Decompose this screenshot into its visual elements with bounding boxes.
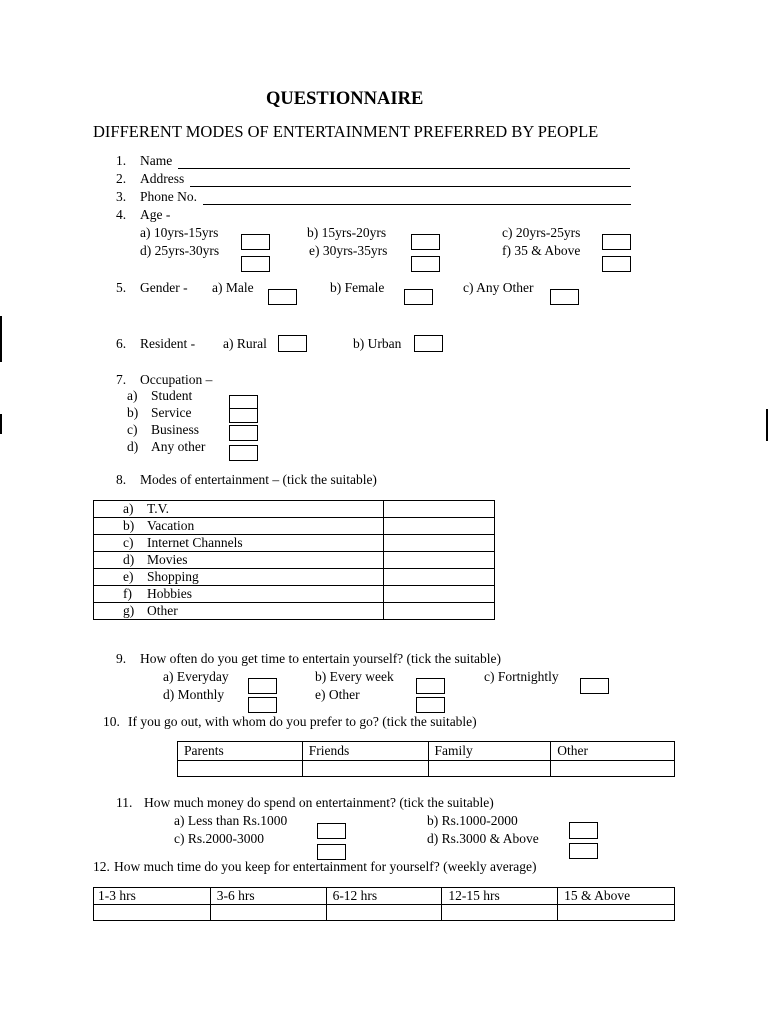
mode-letter: a) bbox=[123, 501, 134, 517]
company-tick-family[interactable] bbox=[428, 761, 551, 777]
age-option-f: f) 35 & Above bbox=[502, 243, 581, 258]
frequency-checkbox-everyday[interactable] bbox=[248, 678, 277, 694]
mode-label: Vacation bbox=[147, 518, 195, 534]
mode-cell bbox=[94, 535, 384, 552]
table-row bbox=[94, 603, 495, 620]
company-header-other: Other bbox=[551, 742, 675, 761]
resident-option-urban: b) Urban bbox=[353, 336, 402, 351]
money-checkbox-a[interactable] bbox=[317, 823, 346, 839]
mode-tick-cell[interactable] bbox=[384, 535, 495, 552]
mode-label: Internet Channels bbox=[147, 535, 243, 551]
q5-label: Gender - bbox=[140, 280, 188, 295]
company-tick-other[interactable] bbox=[551, 761, 675, 777]
time-tick-1-3[interactable] bbox=[94, 905, 211, 921]
mode-label: Movies bbox=[147, 552, 188, 568]
time-table bbox=[93, 887, 675, 921]
frequency-option-every-week: b) Every week bbox=[315, 669, 394, 684]
time-tick-6-12[interactable] bbox=[326, 905, 442, 921]
frequency-checkbox-other[interactable] bbox=[416, 697, 445, 713]
q9-number: 9. bbox=[116, 651, 127, 666]
time-header-3-6: 3-6 hrs bbox=[210, 888, 326, 905]
time-header-1-3: 1-3 hrs bbox=[94, 888, 211, 905]
page-subtitle: DIFFERENT MODES OF ENTERTAINMENT PREFERRED BY PEOPLE bbox=[93, 122, 599, 141]
occupation-letter-b: b) bbox=[127, 405, 139, 420]
q12-label: How much time do you keep for entertainment for yourself? (weekly average) bbox=[114, 859, 537, 874]
mode-letter: c) bbox=[123, 535, 134, 551]
q8-number: 8. bbox=[116, 472, 127, 487]
mode-letter: g) bbox=[123, 603, 135, 619]
q4-label: Age - bbox=[140, 207, 171, 222]
mode-tick-cell[interactable] bbox=[384, 518, 495, 535]
table-row bbox=[94, 552, 495, 569]
table-row bbox=[94, 518, 495, 535]
occupation-letter-c: c) bbox=[127, 422, 138, 437]
age-checkbox-f[interactable] bbox=[602, 256, 631, 272]
resident-checkbox-rural[interactable] bbox=[278, 335, 307, 352]
resident-option-rural: a) Rural bbox=[223, 336, 267, 351]
company-header-friends: Friends bbox=[302, 742, 428, 761]
q1-label: Name bbox=[140, 153, 173, 168]
frequency-option-other: e) Other bbox=[315, 687, 360, 702]
mode-label: Other bbox=[147, 603, 178, 619]
mode-label: Hobbies bbox=[147, 586, 192, 602]
occupation-letter-a: a) bbox=[127, 388, 138, 403]
left-edge-mark bbox=[0, 414, 2, 434]
q8-label: Modes of entertainment – (tick the suitable) bbox=[140, 472, 377, 487]
q3-number: 3. bbox=[116, 189, 127, 204]
address-field[interactable] bbox=[190, 174, 631, 187]
occupation-option-service: Service bbox=[151, 405, 192, 420]
table-row bbox=[94, 905, 675, 921]
age-checkbox-d[interactable] bbox=[241, 256, 270, 272]
mode-cell bbox=[94, 552, 384, 569]
q10-label: If you go out, with whom do you prefer to go? (tick the suitable) bbox=[128, 714, 477, 729]
q11-number: 11. bbox=[116, 795, 133, 810]
table-row bbox=[94, 586, 495, 603]
mode-letter: b) bbox=[123, 518, 135, 534]
q9-label: How often do you get time to entertain yourself? (tick the suitable) bbox=[140, 651, 502, 666]
occupation-checkbox-any-other[interactable] bbox=[229, 445, 258, 461]
money-checkbox-b[interactable] bbox=[569, 822, 598, 839]
mode-label: Shopping bbox=[147, 569, 199, 585]
mode-tick-cell[interactable] bbox=[384, 603, 495, 620]
mode-cell bbox=[94, 569, 384, 586]
money-checkbox-d[interactable] bbox=[569, 843, 598, 859]
phone-field[interactable] bbox=[203, 192, 631, 205]
company-tick-friends[interactable] bbox=[302, 761, 428, 777]
modes-table bbox=[93, 500, 495, 620]
table-row bbox=[94, 501, 495, 518]
money-checkbox-c[interactable] bbox=[317, 844, 346, 860]
age-checkbox-c[interactable] bbox=[602, 234, 631, 250]
resident-checkbox-urban[interactable] bbox=[414, 335, 443, 352]
gender-option-other: c) Any Other bbox=[463, 280, 534, 295]
frequency-option-everyday: a) Everyday bbox=[163, 669, 229, 684]
frequency-checkbox-fortnightly[interactable] bbox=[580, 678, 609, 694]
mode-tick-cell[interactable] bbox=[384, 552, 495, 569]
occupation-letter-d: d) bbox=[127, 439, 139, 454]
company-header-family: Family bbox=[428, 742, 551, 761]
mode-cell bbox=[94, 586, 384, 603]
company-table bbox=[177, 741, 675, 777]
mode-cell bbox=[94, 518, 384, 535]
q2-number: 2. bbox=[116, 171, 127, 186]
mode-cell bbox=[94, 603, 384, 620]
gender-checkbox-female[interactable] bbox=[404, 289, 433, 305]
age-option-d: d) 25yrs-30yrs bbox=[140, 243, 220, 258]
mode-tick-cell[interactable] bbox=[384, 501, 495, 518]
company-header-parents: Parents bbox=[178, 742, 303, 761]
mode-label: T.V. bbox=[147, 501, 170, 517]
age-option-c: c) 20yrs-25yrs bbox=[502, 225, 581, 240]
age-checkbox-a[interactable] bbox=[241, 234, 270, 250]
time-header-6-12: 6-12 hrs bbox=[326, 888, 442, 905]
occupation-option-business: Business bbox=[151, 422, 200, 437]
q10-number: 10. bbox=[103, 714, 120, 729]
age-option-e: e) 30yrs-35yrs bbox=[309, 243, 388, 258]
table-row bbox=[94, 535, 495, 552]
money-option-c: c) Rs.2000-3000 bbox=[174, 831, 264, 846]
occupation-checkbox-business[interactable] bbox=[229, 425, 258, 441]
money-option-a: a) Less than Rs.1000 bbox=[174, 813, 288, 828]
age-option-b: b) 15yrs-20yrs bbox=[307, 225, 387, 240]
left-edge-mark bbox=[0, 316, 2, 362]
q7-number: 7. bbox=[116, 372, 127, 387]
table-header-row bbox=[178, 742, 675, 761]
frequency-option-fortnightly: c) Fortnightly bbox=[484, 669, 559, 684]
mode-tick-cell[interactable] bbox=[384, 569, 495, 586]
q5-number: 5. bbox=[116, 280, 127, 295]
time-header-15-above: 15 & Above bbox=[558, 888, 675, 905]
company-tick-parents[interactable] bbox=[178, 761, 303, 777]
page-title: QUESTIONNAIRE bbox=[266, 89, 424, 109]
q4-number: 4. bbox=[116, 207, 127, 222]
table-row bbox=[94, 569, 495, 586]
q6-number: 6. bbox=[116, 336, 127, 351]
q11-label: How much money do spend on entertainment? (tick the suitable) bbox=[144, 795, 494, 810]
table-row bbox=[178, 761, 675, 777]
gender-option-male: a) Male bbox=[212, 280, 254, 295]
q7-label: Occupation – bbox=[140, 372, 213, 387]
mode-cell bbox=[94, 501, 384, 518]
time-tick-3-6[interactable] bbox=[210, 905, 326, 921]
gender-option-female: b) Female bbox=[330, 280, 385, 295]
time-header-12-15: 12-15 hrs bbox=[442, 888, 558, 905]
frequency-checkbox-monthly[interactable] bbox=[248, 697, 277, 713]
q2-label: Address bbox=[140, 171, 185, 186]
table-header-row bbox=[94, 888, 675, 905]
money-option-b: b) Rs.1000-2000 bbox=[427, 813, 518, 828]
occupation-checkbox-service[interactable] bbox=[229, 408, 258, 423]
time-tick-12-15[interactable] bbox=[442, 905, 558, 921]
mode-letter: f) bbox=[123, 586, 132, 602]
q3-label: Phone No. bbox=[140, 189, 197, 204]
q12-number: 12. bbox=[93, 859, 110, 874]
q6-label: Resident - bbox=[140, 336, 196, 351]
occupation-option-any-other: Any other bbox=[151, 439, 206, 454]
mode-letter: d) bbox=[123, 552, 135, 568]
time-tick-15-above[interactable] bbox=[558, 905, 675, 921]
money-option-d: d) Rs.3000 & Above bbox=[427, 831, 539, 846]
mode-tick-cell[interactable] bbox=[384, 586, 495, 603]
frequency-checkbox-every-week[interactable] bbox=[416, 678, 445, 694]
name-field[interactable] bbox=[178, 156, 630, 169]
mode-letter: e) bbox=[123, 569, 134, 585]
age-checkbox-e[interactable] bbox=[411, 256, 440, 272]
age-option-a: a) 10yrs-15yrs bbox=[140, 225, 219, 240]
gender-checkbox-male[interactable] bbox=[268, 289, 297, 305]
q1-number: 1. bbox=[116, 153, 127, 168]
frequency-option-monthly: d) Monthly bbox=[163, 687, 225, 702]
occupation-option-student: Student bbox=[151, 388, 193, 403]
gender-checkbox-other[interactable] bbox=[550, 289, 579, 305]
age-checkbox-b[interactable] bbox=[411, 234, 440, 250]
